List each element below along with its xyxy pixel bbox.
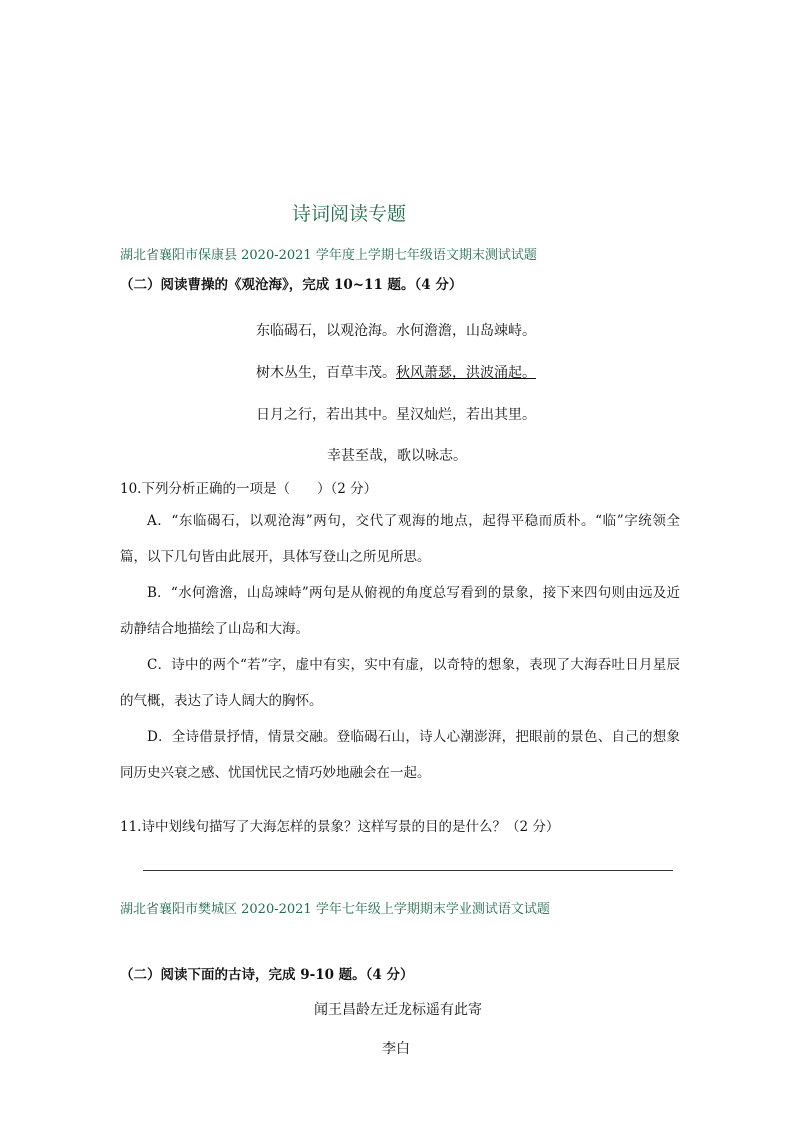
option-d: D．全诗借景抒情，情景交融。登临碣石山，诗人心潮澎湃，把眼前的景色、自己的想象同历史兴衰之感、忧国忧民之情巧妙地融会在一起。	[120, 729, 680, 781]
option-a: A．“东临碣石，以观沧海”两句，交代了观海的地点，起得平稳而质朴。“临”字统领全篇，以下几句皆由此展开，具体写登山之所见所思。	[120, 513, 680, 565]
section-heading-1: （二）阅读曹操的《观沧海》，完成 10~11 题。（4 分）	[120, 277, 463, 293]
poem-line-2	[256, 362, 536, 382]
section-heading-2: （二）阅读下面的古诗，完成 9-10 题。（4 分）	[120, 967, 414, 983]
poem-line-1: 东临碣石，以观沧海。水何澹澹，山岛竦峙。	[256, 323, 536, 339]
question-10-stem: 10.下列分析正确的一项是（ ）（2 分）	[120, 481, 378, 497]
answer-line[interactable]	[143, 870, 673, 871]
question-11-stem: 11.诗中划线句描写了大海怎样的景象？这样写景的目的是什么？（2 分）	[120, 819, 560, 835]
exam-source-2: 湖北省襄阳市樊城区 2020-2021 学年七年级上学期期末学业测试语文试题	[120, 902, 550, 917]
poem-title-2: 闻王昌龄左迁龙标遥有此寄	[314, 1002, 482, 1018]
poem-author-2: 李白	[382, 1041, 410, 1057]
poem-line-4: 幸甚至哉，歌以咏志。	[327, 448, 467, 464]
poem-line-3: 日月之行，若出其中。星汉灿烂，若出其里。	[256, 407, 536, 423]
page-title: 诗词阅读专题	[291, 203, 406, 225]
poem-line-2-plain: 树木丛生，百草丰茂。	[256, 365, 396, 381]
option-b: B．“水何澹澹，山岛竦峙”两句是从俯视的角度总写看到的景象，接下来四句则由远及近动静结合地描绘了山岛和大海。	[120, 585, 680, 637]
poem-line-2-underlined: 秋风萧瑟，洪波涌起。	[396, 365, 536, 381]
exam-source-1: 湖北省襄阳市保康县 2020-2021 学年度上学期七年级语文期末测试试题	[120, 248, 537, 263]
option-c: C．诗中的两个“若”字，虚中有实，实中有虚，以奇特的想象，表现了大海吞吐日月星辰的气概，表达了诗人阔大的胸怀。	[120, 657, 680, 709]
